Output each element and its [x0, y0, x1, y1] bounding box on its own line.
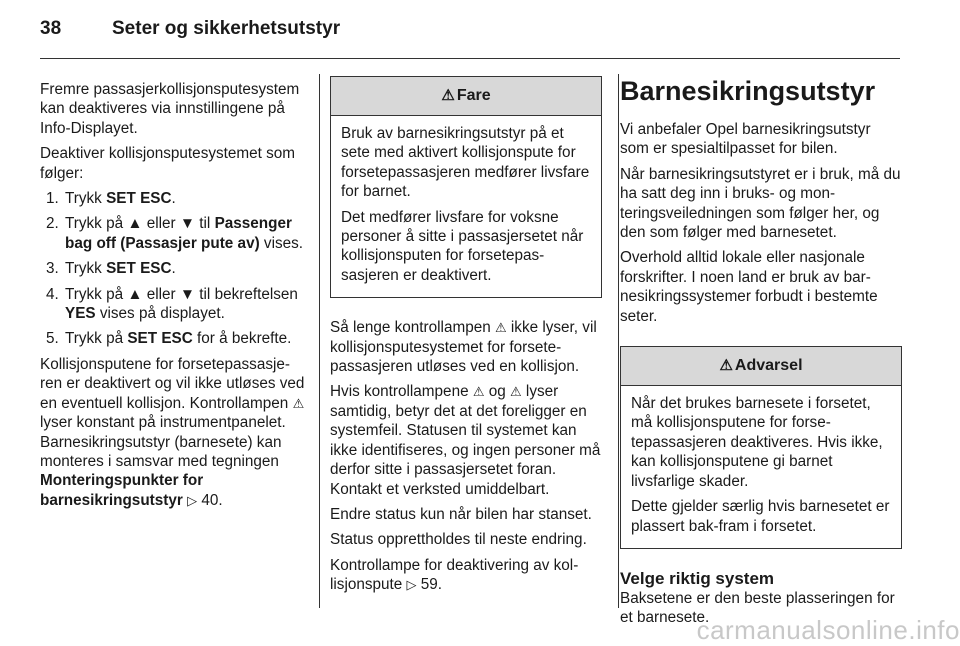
page-ref-icon: ▷ — [406, 577, 417, 593]
box-title — [331, 77, 601, 116]
step-text: for å bekrefte. — [192, 330, 292, 348]
paragraph — [330, 556, 602, 595]
step-text: . — [171, 190, 176, 208]
column-divider — [319, 74, 320, 608]
step-text: vises på displayet. — [95, 305, 225, 323]
page-number: 38 — [40, 18, 62, 39]
paragraph: Baksetene er den beste plasseringen for et barnesete. — [620, 589, 895, 627]
steps-list — [40, 189, 306, 349]
text: lyser konstant på instrumentpanelet. Barnesikringsutstyr (barnesete) kan monteres i samsvar med tegningen — [40, 414, 286, 470]
paragraph: Fremre passasjerkollisjonsputesystem kan deaktiveres via innstillingene på Info-Displayet. — [40, 81, 300, 137]
danger-box — [330, 76, 602, 298]
paragraph: Overhold alltid lokale eller nasjonale forskrifter. I noen land er bruk av barnesikringssystemer forbudt i bestemte seter. — [620, 249, 878, 325]
section-heading: Barnesikringsutstyr — [620, 76, 876, 106]
paragraph: Når barnesikringsutstyret er i bruk, må du ha satt deg inn i bruks- og monteringsveiledningen som følger her, og den som følger med barnesetet. — [620, 165, 901, 242]
column-middle — [330, 76, 602, 601]
step-bold: SET ESC — [106, 190, 172, 208]
column-right — [620, 76, 902, 634]
step-text: Trykk — [65, 190, 107, 208]
paragraph — [40, 355, 306, 510]
paragraph: Status opprettholdes til neste endring. — [330, 531, 587, 549]
paragraph: Vi anbefaler Opel barnesikringsutstyr som er spesialtilpasset for bilen. — [620, 121, 871, 158]
step-bold: SET ESC — [127, 330, 193, 348]
list-item — [40, 285, 306, 324]
box-body — [331, 116, 601, 297]
text: lyser samtidig, betyr det at det foreligger en systemfeil. Statusen til systemet kan ikke identifiseres, og ingen personer må derfor sitte i passasjersetet foran. Kontakt et verksted umiddelbart. — [330, 383, 601, 498]
page-header — [40, 18, 340, 40]
step-bold: Passenger bag off (Passasjer pute av) — [65, 215, 292, 252]
step-number: 1. — [46, 190, 59, 208]
list-item — [40, 329, 306, 348]
airbag-off-lamp-icon: ⚠ — [292, 395, 305, 411]
step-bold: YES — [65, 305, 96, 323]
list-item — [40, 214, 306, 253]
text: Så lenge kontrollampen — [330, 319, 495, 337]
column-divider — [618, 74, 619, 608]
list-item — [40, 189, 306, 208]
step-text: . — [171, 260, 176, 278]
step-text: Trykk på ▲ eller ▼ til bekreftelsen — [65, 285, 298, 303]
step-text: Trykk på — [65, 330, 128, 348]
text: Hvis kontrollampene — [330, 383, 473, 401]
paragraph — [330, 318, 602, 376]
text: og — [484, 383, 511, 401]
paragraph: Bruk av barnesikringsutstyr på et sete med aktivert kollisjonspute for forsetepassasjeren medfører livsfare for barnet. — [341, 125, 590, 201]
step-number: 4. — [46, 285, 59, 303]
subsection-heading: Velge riktig system — [620, 568, 775, 588]
paragraph: Endre status kun når bilen har stanset. — [330, 505, 592, 523]
step-number: 5. — [46, 330, 59, 348]
airbag-lamp-icon: ⚠ — [510, 384, 522, 400]
paragraph: Det medfører livsfare for voksne personer å sitte i passasjersetet når kollisjonsputen for forsetepassasjeren er deaktivert. — [341, 208, 584, 284]
cross-reference-title: Monteringspunkter for barnesikringsutstyr — [40, 472, 204, 509]
text: ikke lyser, vil kollisjonsputesystemet for forsetepassasjeren utløses ved en kollisjon. — [330, 319, 597, 376]
list-item — [40, 259, 306, 278]
paragraph: Når det brukes barnesete i forsetet, må kollisjonsputene for forsetepassasjeren deaktiveres. Hvis ikke, kan kollisjonsputene gi barnet livsfarlige skader. — [631, 395, 883, 490]
step-number: 3. — [46, 260, 59, 278]
paragraph: Dette gjelder særlig hvis barnesetet er plassert bak-fram i forsetet. — [631, 498, 890, 535]
page-reference[interactable]: 59. — [420, 576, 443, 594]
step-text: Trykk på ▲ eller ▼ til — [65, 215, 215, 233]
header-rule — [40, 58, 900, 59]
airbag-off-lamp-icon: ⚠ — [494, 320, 507, 336]
column-left — [40, 80, 306, 516]
warning-icon: ⚠ — [719, 357, 733, 375]
warning-box — [620, 346, 902, 549]
box-body — [621, 386, 901, 548]
step-text: vises. — [259, 234, 304, 252]
page-title: Seter og sikkerhetsutstyr — [112, 18, 341, 39]
text: Kontrollampe for deaktivering av kollisjonspute — [330, 556, 579, 594]
watermark: carmanualsonline.info — [696, 615, 960, 645]
step-text: Trykk — [65, 260, 107, 278]
page-reference[interactable]: 40. — [201, 491, 223, 509]
step-number: 2. — [46, 215, 59, 233]
box-title-text: Advarsel — [734, 357, 803, 375]
paragraph: Deaktiver kollisjonsputesystemet som følger: — [40, 145, 296, 182]
step-bold: SET ESC — [106, 260, 172, 278]
page-ref-icon: ▷ — [187, 492, 198, 508]
airbag-off-lamp-icon: ⚠ — [472, 384, 485, 400]
text: Kollisjonsputene for forsetepassasjeren er deaktivert og vil ikke utløses ved en eventuell kollisjon. Kontrollampen — [40, 355, 305, 412]
paragraph — [330, 382, 602, 498]
box-title-text: Fare — [456, 87, 491, 104]
warning-icon: ⚠ — [441, 87, 455, 104]
box-title — [621, 347, 901, 386]
